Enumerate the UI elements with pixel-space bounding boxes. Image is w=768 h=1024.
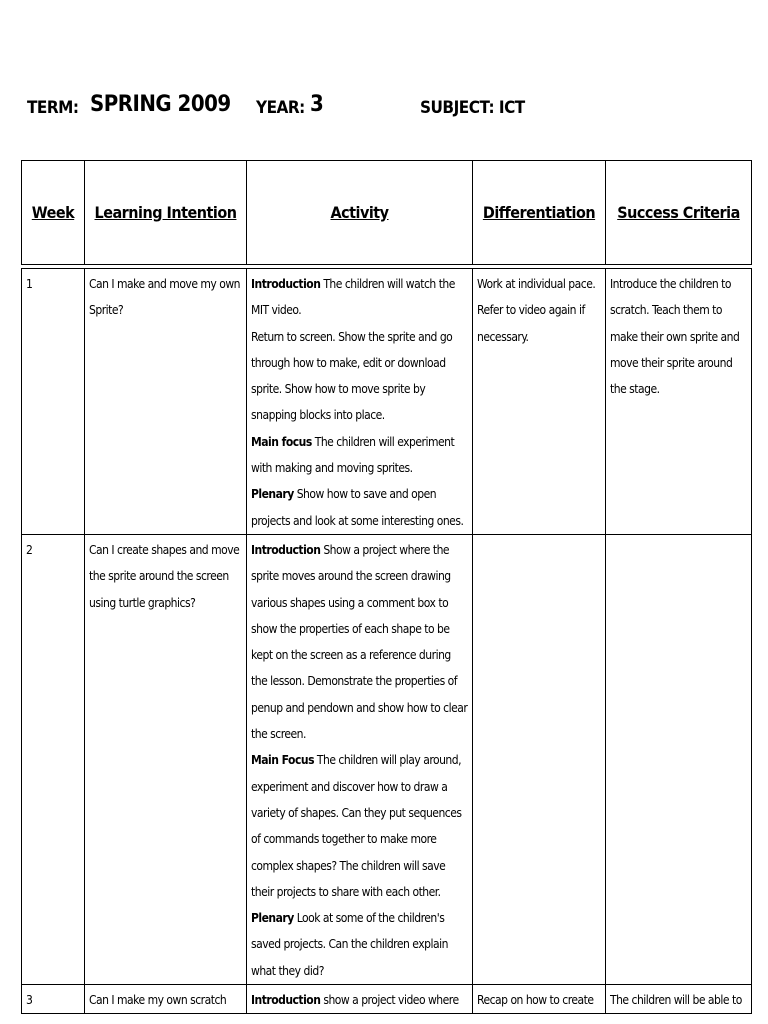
success-criteria-cell: Introduce the children to scratch. Teach them to make their own sprite and move their sprite around the stage. <box>606 269 752 535</box>
table-row <box>22 269 752 535</box>
differentiation-cell: Work at individual pace. Refer to video again if necessary. <box>473 269 606 535</box>
activity-paragraph <box>251 905 468 984</box>
activity-text: Return to screen. Show the sprite and go through how to make, edit or download sprite. Show how to move sprite by snapping blocks into place. <box>251 329 453 423</box>
week-cell: 2 <box>22 534 85 984</box>
learning-intention-cell: Can I make my own scratch <box>85 985 247 1014</box>
activity-lead: Introduction <box>251 993 321 1008</box>
week-cell: 3 <box>22 985 85 1014</box>
learning-intention-cell: Can I make and move my own Sprite? <box>85 269 247 535</box>
activity-lead: Main focus <box>251 434 312 449</box>
learning-intention-cell: Can I create shapes and move the sprite around the screen using turtle graphics? <box>85 534 247 984</box>
column-header-activity: Activity <box>247 161 473 265</box>
activity-cell <box>247 534 473 984</box>
success-criteria-cell <box>606 534 752 984</box>
activity-lead: Plenary <box>251 911 294 926</box>
column-header-differentiation: Differentiation <box>473 161 606 265</box>
activity-text: Show how to save and open projects and look at some interesting ones. <box>251 487 464 528</box>
column-header-week: Week <box>22 161 85 265</box>
year-value: 3 <box>310 92 324 117</box>
activity-text: Show a project where the sprite moves around the screen drawing various shapes using a comment box to show the properties of each shape to be kept on the screen as a reference during the lesson. Demonstrate the properties of penup and pendown and show how to clear the screen. <box>251 542 468 742</box>
week-cell: 1 <box>22 269 85 535</box>
term-value: SPRING 2009 <box>90 92 231 117</box>
activity-text: The children will experiment with making and moving sprites. <box>251 434 455 476</box>
activity-paragraph <box>251 537 468 747</box>
plan-table <box>21 268 752 1014</box>
column-header-table <box>21 160 752 265</box>
activity-lead: Plenary <box>251 487 294 502</box>
activity-lead: Introduction <box>251 277 321 291</box>
activity-text: Look at some of the children's saved projects. Can the children explain what they did? <box>251 911 448 978</box>
activity-text: show a project video where <box>320 993 459 1008</box>
activity-text: The children will watch the MIT video. <box>251 277 455 318</box>
activity-paragraph <box>251 747 468 905</box>
activity-cell <box>247 269 473 535</box>
year-label: YEAR: <box>256 98 305 118</box>
column-header-learning-intention: Learning Intention <box>85 161 247 265</box>
activity-lead: Introduction <box>251 542 321 557</box>
activity-lead: Main Focus <box>251 753 314 768</box>
plan-body-viewport <box>0 268 768 1008</box>
activity-paragraph <box>251 429 468 482</box>
activity-cell <box>247 985 473 1014</box>
success-criteria-cell: The children will be able to <box>606 985 752 1014</box>
activity-text: The children will play around, experiment and discover how to draw a variety of shapes. Can they put sequences of commands together to make more complex shapes? The children will save their projects to share with each other. <box>251 753 462 899</box>
table-row <box>22 985 752 1014</box>
activity-paragraph <box>251 324 468 429</box>
activity-paragraph <box>251 271 468 324</box>
differentiation-cell <box>473 534 606 984</box>
term-label: TERM: <box>27 98 79 118</box>
table-row <box>22 534 752 984</box>
column-header-success-criteria: Success Criteria <box>606 161 752 265</box>
plan-header <box>0 88 768 128</box>
differentiation-cell: Recap on how to create <box>473 985 606 1014</box>
subject-label: SUBJECT: ICT <box>420 98 525 118</box>
activity-paragraph <box>251 987 468 1013</box>
activity-paragraph <box>251 481 468 534</box>
